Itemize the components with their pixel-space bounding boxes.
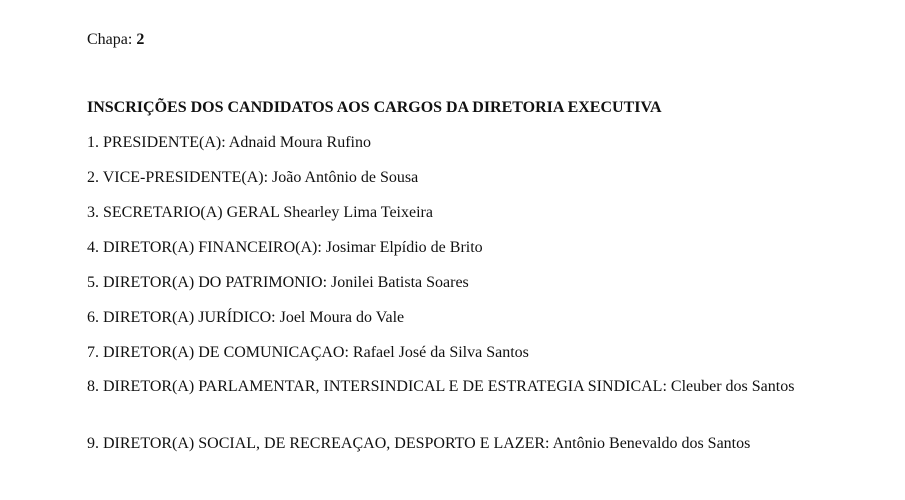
chapa-line <box>87 30 144 50</box>
candidate-item-3: 3. SECRETARIO(A) GERAL Shearley Lima Teixeira <box>87 204 433 221</box>
candidate-item-5: 5. DIRETOR(A) DO PATRIMONIO: Jonilei Batista Soares <box>87 274 469 291</box>
candidate-item-7: 7. DIRETOR(A) DE COMUNICAÇAO: Rafael José da Silva Santos <box>87 344 529 361</box>
candidate-item-8: 8. DIRETOR(A) PARLAMENTAR, INTERSINDICAL E DE ESTRATEGIA SINDICAL: Cleuber dos Santos <box>87 378 795 395</box>
candidate-item-2: 2. VICE-PRESIDENTE(A): João Antônio de Sousa <box>87 169 419 186</box>
candidate-item-4: 4. DIRETOR(A) FINANCEIRO(A): Josimar Elpídio de Brito <box>87 239 483 256</box>
chapa-label: Chapa: <box>87 31 133 48</box>
candidate-item-1: 1. PRESIDENTE(A): Adnaid Moura Rufino <box>87 134 371 151</box>
section-title: INSCRIÇÕES DOS CANDIDATOS AOS CARGOS DA DIRETORIA EXECUTIVA <box>87 99 662 116</box>
chapa-number: 2 <box>136 31 145 48</box>
candidate-item-6: 6. DIRETOR(A) JURÍDICO: Joel Moura do Vale <box>87 309 405 326</box>
candidate-item-9: 9. DIRETOR(A) SOCIAL, DE RECREAÇAO, DESPORTO E LAZER: Antônio Benevaldo dos Santos <box>87 435 751 452</box>
